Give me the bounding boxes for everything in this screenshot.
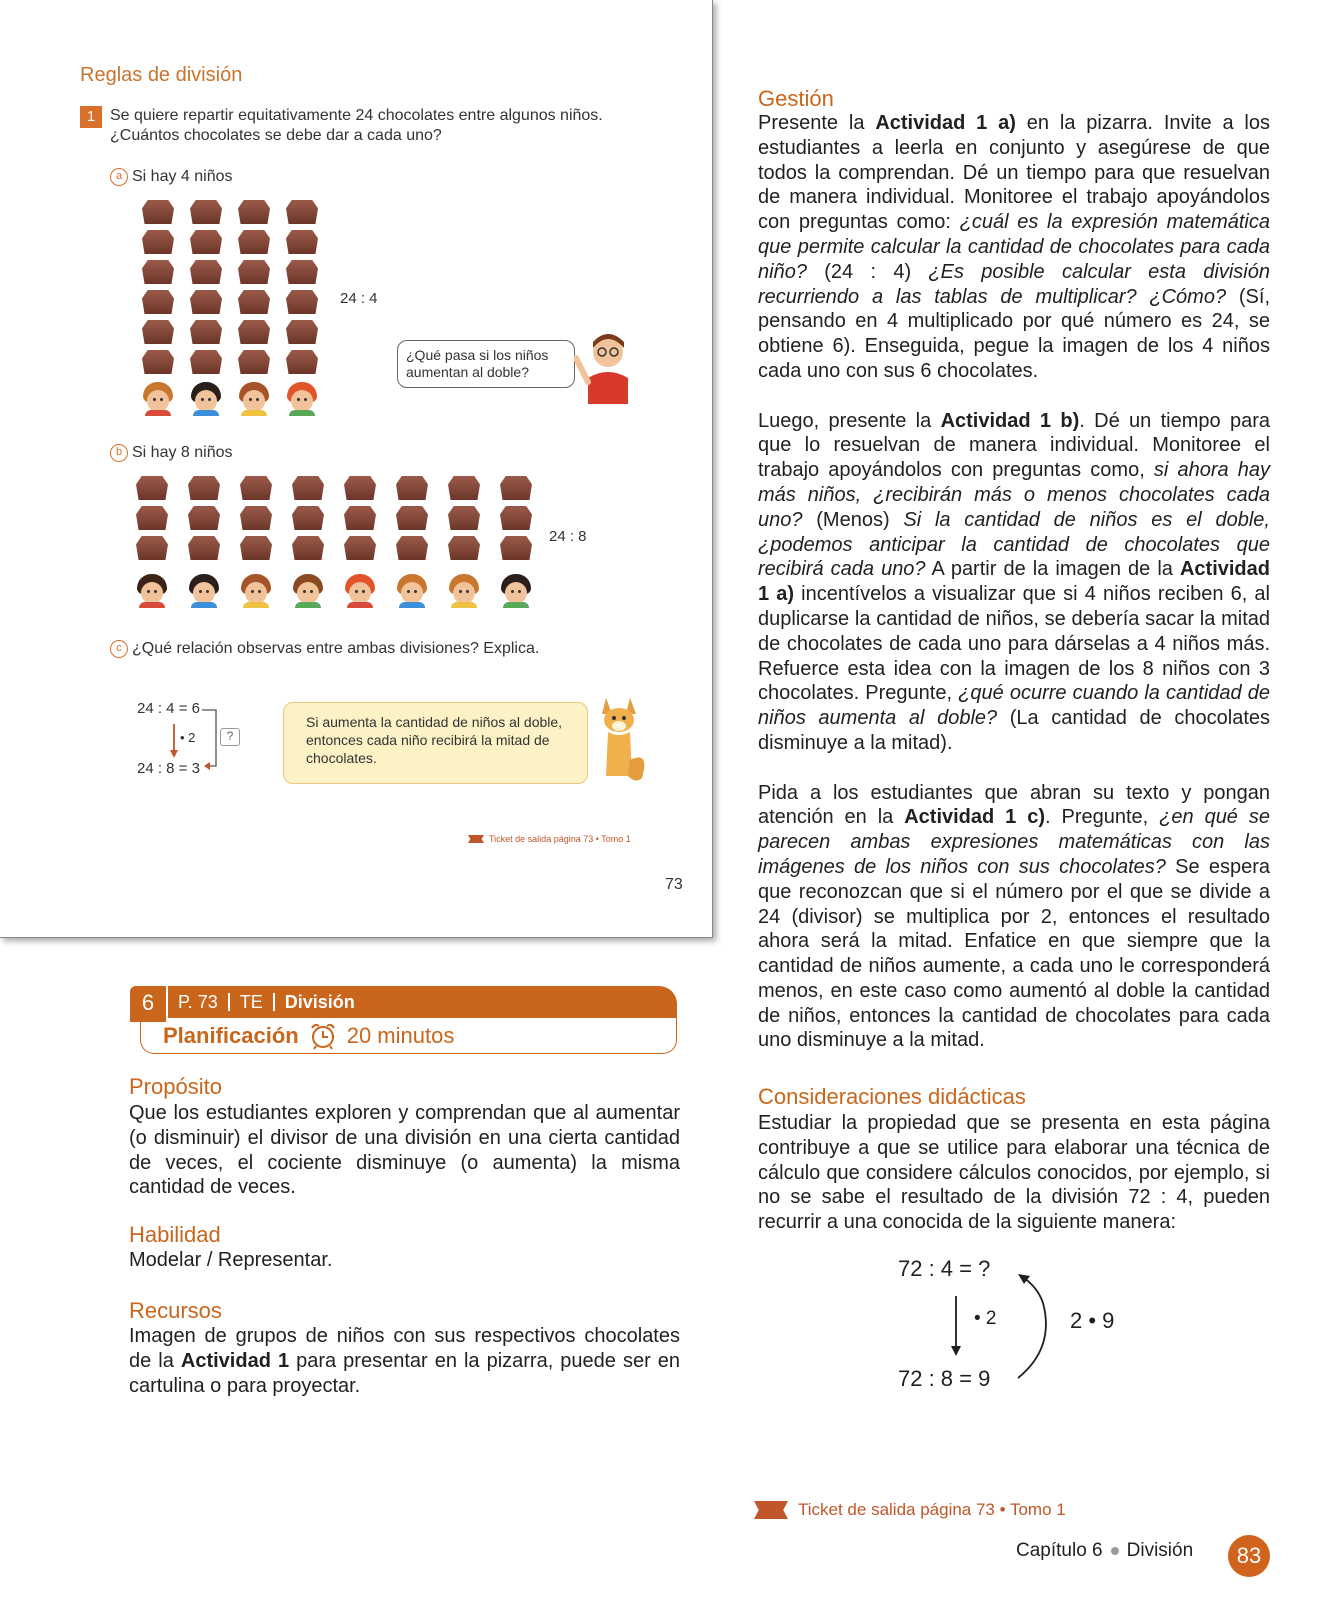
relation-line-1: 24 : 4 = 6 <box>137 700 200 717</box>
chocolate-icon <box>396 506 428 530</box>
chocolate-icon <box>142 260 174 284</box>
chocolate-icon <box>344 536 376 560</box>
part-b-text: Si hay 8 niños <box>132 444 233 461</box>
banner-bottom <box>140 1018 677 1054</box>
footer <box>1016 1540 1193 1562</box>
part-c-letter: c <box>110 640 128 658</box>
child-avatar <box>189 574 219 608</box>
chocolate-icon <box>238 230 270 254</box>
chocolate-icon <box>136 476 168 500</box>
planning-label: Planificación <box>163 1022 299 1048</box>
chocolate-icon <box>448 506 480 530</box>
relation-factor: • 2 <box>180 730 196 745</box>
chocolate-icon <box>238 200 270 224</box>
part-a-letter: a <box>110 168 128 186</box>
child-avatar <box>449 574 479 608</box>
chocolate-icon <box>500 506 532 530</box>
gestion-p2-run: ¿qué ocurre cuando la cantidad de niños aumenta al doble? <box>758 682 1270 730</box>
footer-topic: División <box>1126 1540 1194 1561</box>
gestion-p1-run: Actividad 1 a) <box>875 112 1016 134</box>
gestion-p3-run: Pida a los estudiantes que abran su texto y pongan atención en la <box>758 781 1270 829</box>
chocolate-icon <box>286 260 318 284</box>
child-avatar <box>501 574 531 608</box>
chocolate-icon <box>344 506 376 530</box>
gestion-paragraph-2 <box>758 409 1270 756</box>
ticket-icon <box>754 1501 788 1519</box>
chocolate-icon <box>292 506 324 530</box>
recursos-bold: Actividad 1 <box>180 1349 290 1372</box>
chocolate-icon <box>448 476 480 500</box>
chocolate-icon <box>448 536 480 560</box>
student-page-title: Reglas de división <box>80 64 243 86</box>
habilidad-text: Modelar / Representar. <box>129 1249 333 1271</box>
child-avatar <box>241 574 271 608</box>
consideraciones-title: Consideraciones didácticas <box>758 1084 1026 1109</box>
gestion-p2-run: Actividad 1 b) <box>940 409 1080 432</box>
habilidad-title: Habilidad <box>129 1222 221 1247</box>
chocolate-icon <box>238 260 270 284</box>
part-a-label <box>110 168 233 186</box>
chocolate-icon <box>136 536 168 560</box>
relation-line-2: 24 : 8 = 3 <box>137 760 200 777</box>
student-ticket-text: Ticket de salida página 73 • Tomo 1 <box>489 834 631 844</box>
chocolate-icon <box>188 536 220 560</box>
gestion-paragraph-1 <box>758 111 1270 384</box>
proposito-title: Propósito <box>129 1074 222 1099</box>
gestion-p2-run: (Menos) <box>802 508 904 531</box>
child-avatar <box>191 382 221 416</box>
chocolate-icon <box>142 350 174 374</box>
recursos-title: Recursos <box>129 1298 222 1323</box>
chocolate-icon <box>142 320 174 344</box>
chocolate-icon <box>344 476 376 500</box>
gestion-body <box>758 111 1270 1053</box>
chocolate-icon <box>142 230 174 254</box>
recursos-text-1: Imagen de grupos de niños con sus respectivos chocolates de la <box>129 1325 680 1372</box>
child-avatar <box>137 574 167 608</box>
chocolate-icon <box>240 536 272 560</box>
proposito-text: Que los estudiantes exploren y comprendan que al aumentar (o disminuir) el divisor de una división en una cierta cantidad de veces, el cociente disminuye (o aumenta) la misma cantidad de veces. <box>129 1102 680 1199</box>
part-c-label <box>110 640 539 658</box>
child-avatar <box>345 574 375 608</box>
chocolate-icon <box>396 536 428 560</box>
chocolate-icon <box>188 476 220 500</box>
chocolate-icon <box>238 290 270 314</box>
gestion-p1-run: ¿cuál es la expresión matemática que permite calcular la cantidad de chocolates para cada niño? <box>758 211 1270 283</box>
ticket-exit <box>754 1500 1066 1520</box>
child-avatar <box>397 574 427 608</box>
chocolate-icon <box>190 320 222 344</box>
chocolate-icon <box>190 290 222 314</box>
gestion-p3-run: ¿en qué se parecen ambas expresiones matemáticas con las imágenes de los niños con sus chocolates? <box>758 806 1270 878</box>
gestion-p3-run: . Pregunte, <box>1045 806 1160 829</box>
gestion-p2-run: si ahora hay más niños, ¿recibirán más o menos chocolates cada uno? <box>758 459 1270 531</box>
gestion-paragraph-3 <box>758 781 1270 1054</box>
diagram-line-2: 72 : 8 = 9 <box>898 1366 991 1391</box>
chocolate-icon <box>190 260 222 284</box>
recursos-text-2: para presentar en la pizarra, puede ser en cartulina o para proyectar. <box>129 1349 681 1397</box>
part-b-letter: b <box>110 444 128 462</box>
gestion-p3-run: Se espera que reconozcan que si el número por el que se divide a 24 (divisor) se multiplica por 2, entonces el resultado ahora será la mitad. Enfatice en que siempre que la cantidad de niños aumente, a cada uno le corresponderá menos, en este caso como aumentó al doble la cantidad de niños, entonces la cantidad de chocolates para cada uno disminuye a la mitad. <box>758 855 1271 1052</box>
question-box: ? <box>220 728 240 746</box>
chocolate-icon <box>286 230 318 254</box>
chocolate-icon <box>190 200 222 224</box>
expression-a: 24 : 4 <box>340 290 378 307</box>
alarm-clock-icon <box>309 1022 337 1050</box>
gestion-p1-run: (24 : 4) <box>806 260 929 283</box>
student-page-number: 73 <box>665 876 683 893</box>
banner-top <box>130 986 677 1018</box>
child-avatar <box>143 382 173 416</box>
part-a-text: Si hay 4 niños <box>132 168 233 185</box>
chocolate-icon <box>292 536 324 560</box>
question-number: 1 <box>80 106 102 128</box>
chocolate-icon <box>142 200 174 224</box>
speech-bubble: ¿Qué pasa si los niños aumentan al doble? <box>397 340 575 388</box>
relation-arrows <box>168 704 222 774</box>
student-page-thumbnail <box>0 0 713 938</box>
diagram-factor: • 2 <box>974 1308 997 1329</box>
chocolate-icon <box>238 320 270 344</box>
gestion-p2-run: (La cantidad de chocolates disminuye a la mitad). <box>758 707 1270 754</box>
page-number-badge: 83 <box>1228 1535 1270 1577</box>
ticket-icon <box>468 835 484 843</box>
chocolate-icon <box>142 290 174 314</box>
chocolate-icon <box>286 350 318 374</box>
gestion-p2-run: A partir de la imagen de la <box>925 558 1180 581</box>
ticket-text: Ticket de salida página 73 • Tomo 1 <box>798 1500 1066 1519</box>
gestion-p2-run: Luego, presente la <box>758 409 941 432</box>
gestion-p1-run: Presente la <box>758 112 876 134</box>
gestion-title: Gestión <box>758 86 834 111</box>
chocolate-icon <box>136 506 168 530</box>
chocolate-icon <box>286 290 318 314</box>
planning-banner <box>130 986 677 1054</box>
question-text: Se quiere repartir equitativamente 24 chocolates entre algunos niños. ¿Cuántos chocolates se debe dar a cada uno? <box>110 107 603 144</box>
gestion-p1-run: en la pizarra. Invite a los estudiantes a leerla en conjunto y asegúrese de que todos la comprendan. Dé un tiempo para que resuelvan de manera individual. Monitoree el trabajo apoyándolos con preguntas como: <box>758 112 1270 234</box>
gestion-p2-run: . Dé un tiempo para que lo resuelvan de manera individual. Monitoree el trabajo apoyándolos con preguntas como, <box>758 409 1270 482</box>
gestion-p1-run: ¿Es posible calcular esta división recurriendo a las tablas de multiplicar? ¿Cómo? <box>758 260 1270 308</box>
chocolate-icon <box>188 506 220 530</box>
footer-dot-separator <box>1111 1547 1119 1555</box>
chocolate-icon <box>500 536 532 560</box>
chocolate-icon <box>286 200 318 224</box>
chocolate-icon <box>500 476 532 500</box>
child-avatar <box>239 382 269 416</box>
chocolate-icon <box>190 230 222 254</box>
gestion-p3-run: Actividad 1 c) <box>904 806 1046 829</box>
hint-box: Si aumenta la cantidad de niños al doble, entonces cada niño recibirá la mitad de chocolates. <box>283 702 588 784</box>
diagram-side: 2 • 9 <box>1070 1308 1115 1333</box>
banner-topic: División <box>284 992 355 1012</box>
part-c-text: ¿Qué relación observas entre ambas divisiones? Explica. <box>132 640 540 657</box>
diagram-arrows <box>940 1268 1060 1384</box>
planning-time: 20 minutos <box>346 1022 455 1048</box>
chocolate-icon <box>286 320 318 344</box>
unit-number: 6 <box>130 986 168 1022</box>
student-ticket <box>468 834 631 844</box>
chocolate-icon <box>238 350 270 374</box>
diagram-line-1: 72 : 4 = ? <box>898 1256 991 1281</box>
recursos-text <box>129 1324 680 1398</box>
part-b-label <box>110 444 233 462</box>
gestion-p2-run: Actividad 1 a) <box>758 558 1270 606</box>
chocolate-icon <box>190 350 222 374</box>
banner-page-ref: P. 73 <box>168 993 230 1011</box>
footer-chapter: Capítulo 6 <box>1016 1540 1103 1561</box>
gestion-p1-run: (Sí, pensando en 4 multiplicado por qué número es 24, se obtiene 6). Enseguida, pegue la imagen de los 4 niños cada uno con sus 6 chocolates. <box>758 285 1271 382</box>
expression-b: 24 : 8 <box>549 528 587 545</box>
chocolate-icon <box>240 506 272 530</box>
gestion-p2-run: Si la cantidad de niños es el doble, ¿podemos anticipar la cantidad de chocolates que recibirá cada uno? <box>758 508 1270 581</box>
consideraciones-text: Estudiar la propiedad que se presenta en esta página contribuye a que se utilice para elaborar una técnica de cálculo que considere cálculos conocidos, por ejemplo, si no se sabe el resultado de la división 72 : 4, pueden recurrir a una conocida de la siguiente manera: <box>758 1112 1270 1234</box>
chocolate-icon <box>292 476 324 500</box>
child-avatar <box>287 382 317 416</box>
chocolate-icon <box>240 476 272 500</box>
teacher-boy-illustration <box>574 330 642 404</box>
child-avatar <box>293 574 323 608</box>
banner-te: TE <box>230 993 275 1011</box>
chocolate-icon <box>396 476 428 500</box>
gestion-p2-run: incentívelos a visualizar que si 4 niños reciben 6, al duplicarse la cantidad de niños, se debería sacar la mitad de chocolates de cada uno para dárselas a 4 niños más. Refuerce esta idea con la imagen de los 8 niños con 3 chocolates. Pregunte, <box>758 583 1270 705</box>
fox-illustration <box>592 690 648 786</box>
